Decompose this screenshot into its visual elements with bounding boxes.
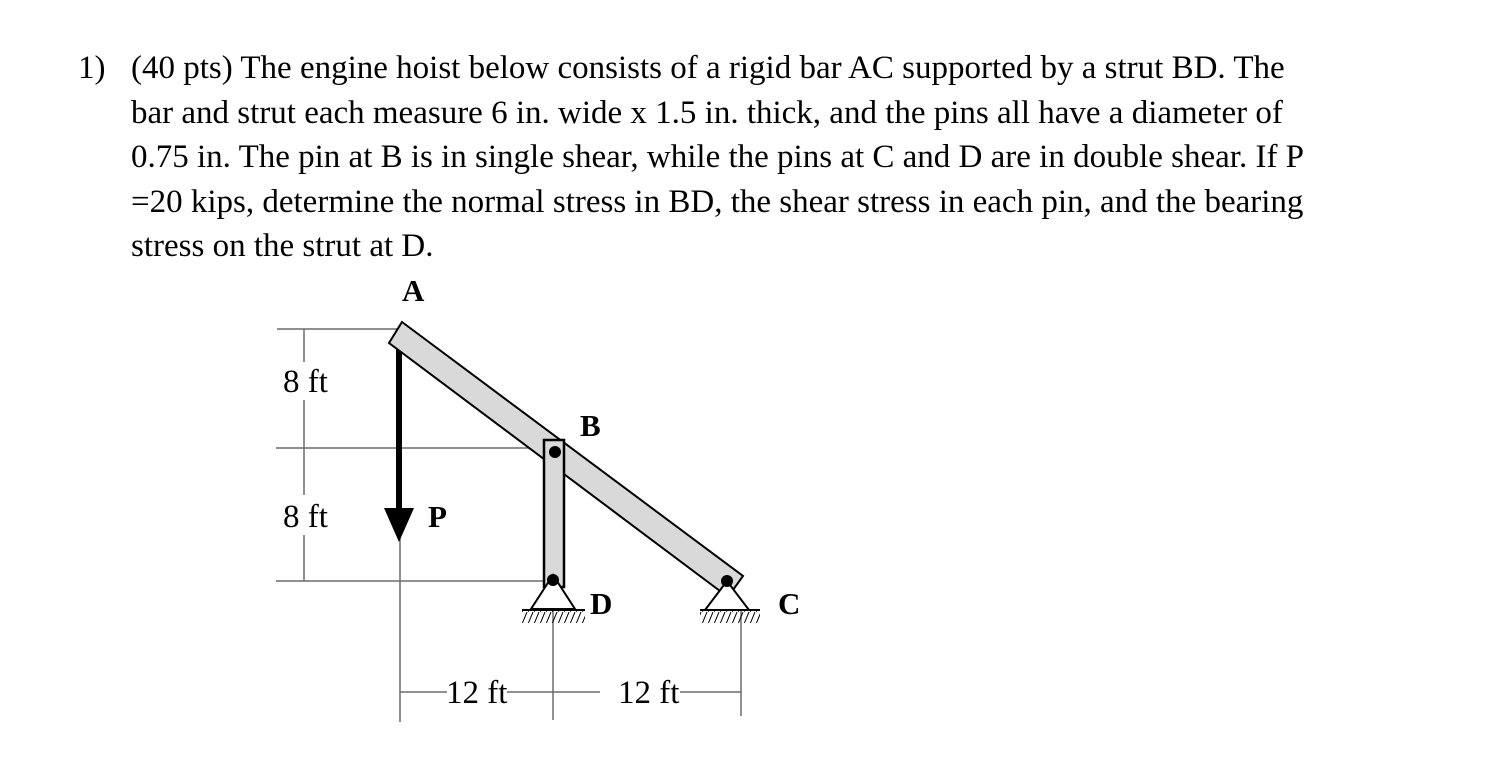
dimension-label-upper: 8 ft — [283, 364, 328, 400]
problem-line-5: stress on the strut at D. — [131, 228, 434, 264]
strut-bd — [544, 440, 564, 587]
dimension-label-left: 12 ft — [446, 675, 508, 711]
problem-number: 1) — [78, 50, 106, 86]
load-arrow-p — [384, 332, 414, 542]
label-a: A — [402, 273, 425, 308]
vertical-dimension — [276, 329, 553, 581]
rigid-bar-ac — [389, 322, 743, 597]
label-p: P — [428, 499, 447, 534]
dimension-label-lower: 8 ft — [283, 499, 328, 535]
problem-line-1: (40 pts) The engine hoist below consists of a rigid bar AC supported by a strut BD. The — [131, 50, 1285, 86]
label-c: C — [778, 586, 801, 621]
problem-line-2: bar and strut each measure 6 in. wide x 1.5 in. thick, and the pins all have a diameter of — [131, 94, 1283, 131]
problem-line-3: 0.75 in. The pin at B is in single shear, while the pins at C and D are in double shear. If P — [131, 139, 1305, 175]
label-b: B — [580, 408, 601, 443]
label-d: D — [590, 586, 613, 621]
pin-b — [549, 446, 561, 458]
dimension-label-right: 12 ft — [618, 675, 680, 711]
problem-line-4: =20 kips, determine the normal stress in BD, the shear stress in each pin, and the bearing — [131, 183, 1304, 220]
